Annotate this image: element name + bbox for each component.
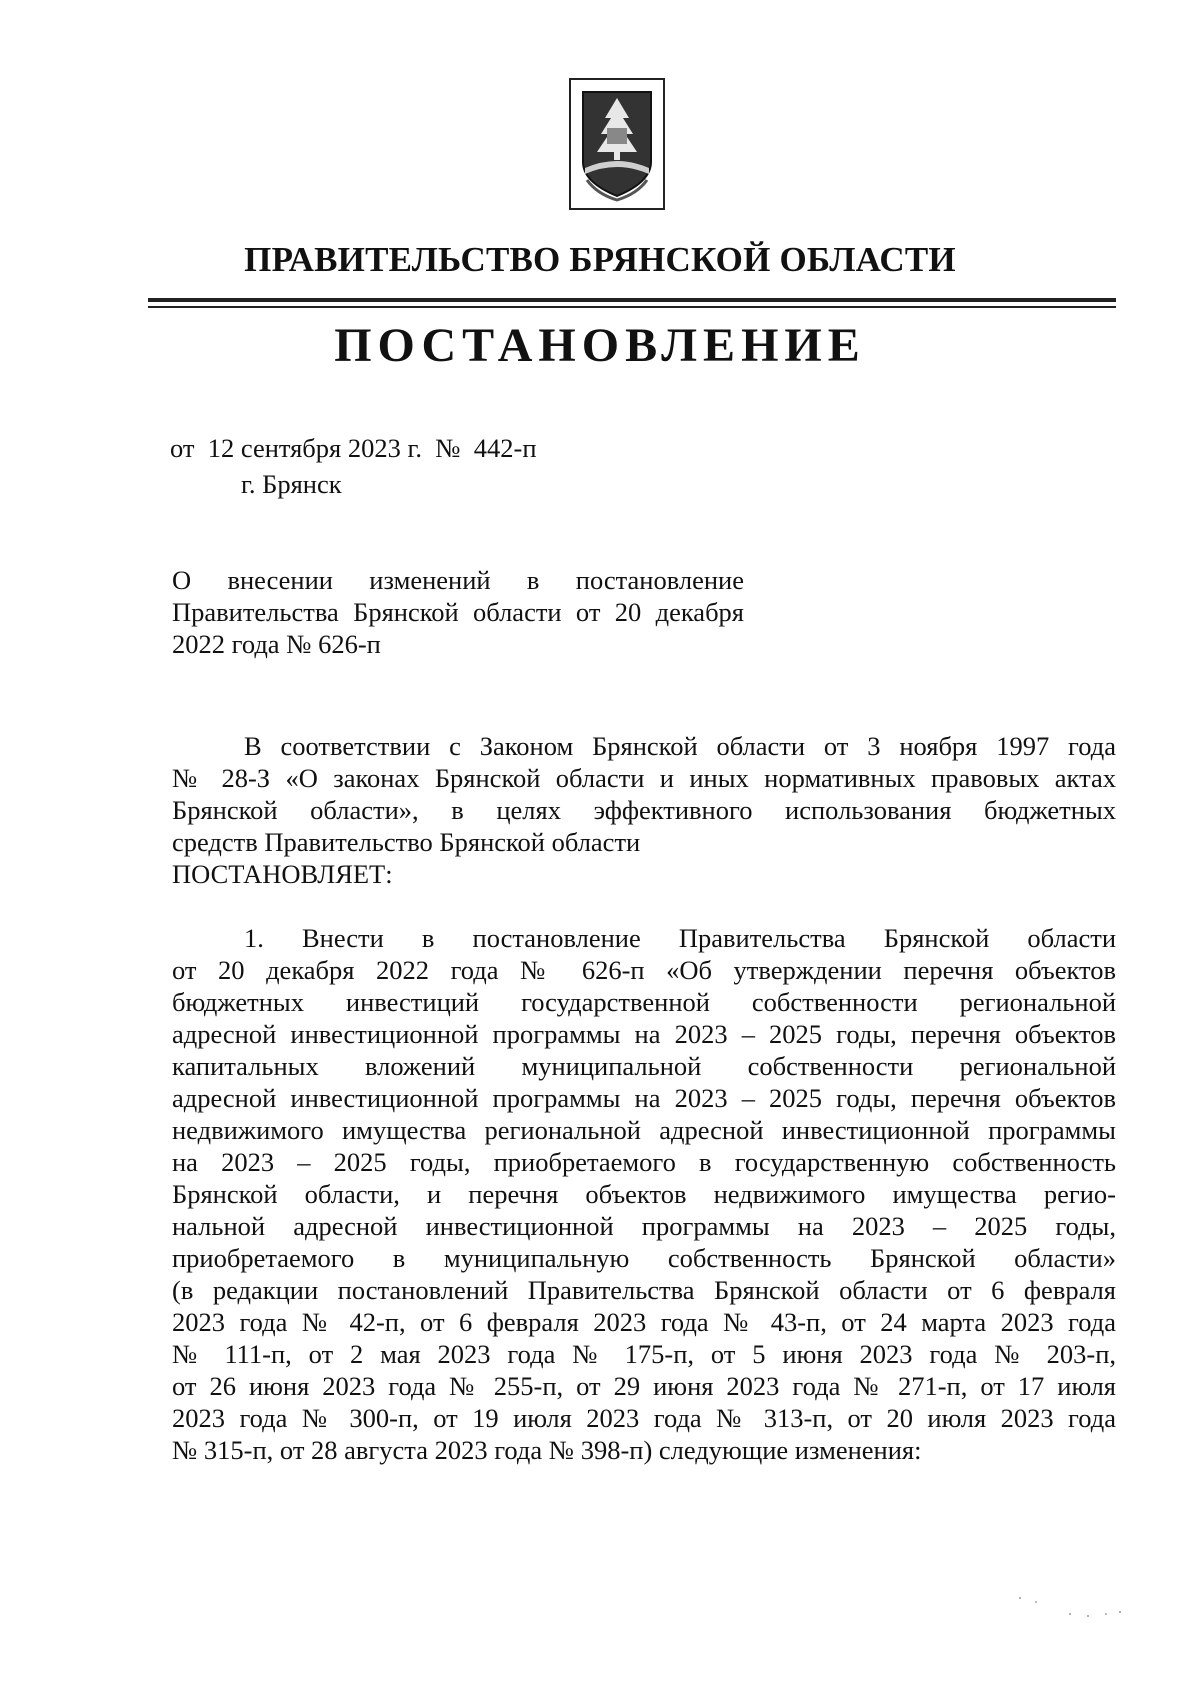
preamble-line: № 28-З «О законах Брянской области и иных нормативных правовых актах — [172, 763, 1116, 793]
subject-line: 2022 года № 626-п — [172, 629, 381, 659]
item-1-line: № 111-п, от 2 мая 2023 года № 175-п, от 5 июня 2023 года № 203-п, — [172, 1339, 1116, 1369]
preamble-line: средств Правительство Брянской области — [172, 827, 641, 857]
government-title: ПРАВИТЕЛЬСТВО БРЯНСКОЙ ОБЛАСТИ — [244, 240, 956, 279]
document-date: 12 сентября 2023 г. — [207, 433, 422, 463]
coat-of-arms-emblem — [569, 78, 665, 210]
coat-of-arms-icon — [577, 84, 657, 204]
header-rule-thin — [148, 306, 1116, 308]
scan-speckle — [1010, 1590, 1130, 1630]
item-1-line: 2023 года № 42-п, от 6 февраля 2023 года № 43-п, от 24 марта 2023 года — [172, 1307, 1116, 1337]
place-of-issue: г. Брянск — [241, 469, 342, 499]
item-1-line: недвижимого имущества региональной адресной инвестиционной программы — [172, 1115, 1116, 1145]
item-1-line: 1. Внести в постановление Правительства Брянской области — [244, 923, 1116, 953]
preamble-paragraph — [172, 730, 1116, 858]
from-label: от — [170, 433, 195, 463]
item-1-line: от 26 июня 2023 года № 255-п, от 29 июня 2023 года № 271-п, от 17 июля — [172, 1371, 1116, 1401]
item-1-line: от 20 декабря 2022 года № 626-п «Об утверждении перечня объектов — [172, 955, 1116, 985]
subject-line: Правительства Брянской области от 20 декабря — [172, 597, 744, 627]
resolves-word: ПОСТАНОВЛЯЕТ: — [172, 859, 393, 889]
number-sign: № — [435, 433, 461, 463]
item-1-line: (в редакции постановлений Правительства Брянской области от 6 февраля — [172, 1275, 1116, 1305]
subject-line: О внесении изменений в постановление — [172, 565, 744, 595]
item-1-line: нальной адресной инвестиционной программы на 2023 – 2025 годы, — [172, 1211, 1116, 1241]
document-number: 442-п — [473, 433, 537, 463]
item-1-line: № 315-п, от 28 августа 2023 года № 398-п) следующие изменения: — [172, 1435, 922, 1465]
item-1-line: бюджетных инвестиций государственной собственности региональной — [172, 987, 1116, 1017]
item-1-line: приобретаемого в муниципальную собственность Брянской области» — [172, 1243, 1116, 1273]
item-1-line: капитальных вложений муниципальной собственности региональной — [172, 1051, 1116, 1081]
date-number-line — [170, 432, 537, 464]
document-subject — [172, 564, 744, 660]
item-1-line: на 2023 – 2025 годы, приобретаемого в государственную собственность — [172, 1147, 1116, 1177]
preamble-line: В соответствии с Законом Брянской области от 3 ноября 1997 года — [244, 731, 1116, 761]
preamble-line: Брянской области», в целях эффективного использования бюджетных — [172, 795, 1116, 825]
header-rule-thick — [148, 298, 1116, 302]
item-1-line: Брянской области, и перечня объектов недвижимого имущества регио- — [172, 1179, 1116, 1209]
document-type-title: ПОСТАНОВЛЕНИЕ — [334, 319, 866, 372]
item-1-paragraph — [172, 922, 1116, 1466]
item-1-line: адресной инвестиционной программы на 2023 – 2025 годы, перечня объектов — [172, 1083, 1116, 1113]
item-1-line: 2023 года № 300-п, от 19 июля 2023 года № 313-п, от 20 июля 2023 года — [172, 1403, 1116, 1433]
item-1-line: адресной инвестиционной программы на 2023 – 2025 годы, перечня объектов — [172, 1019, 1116, 1049]
